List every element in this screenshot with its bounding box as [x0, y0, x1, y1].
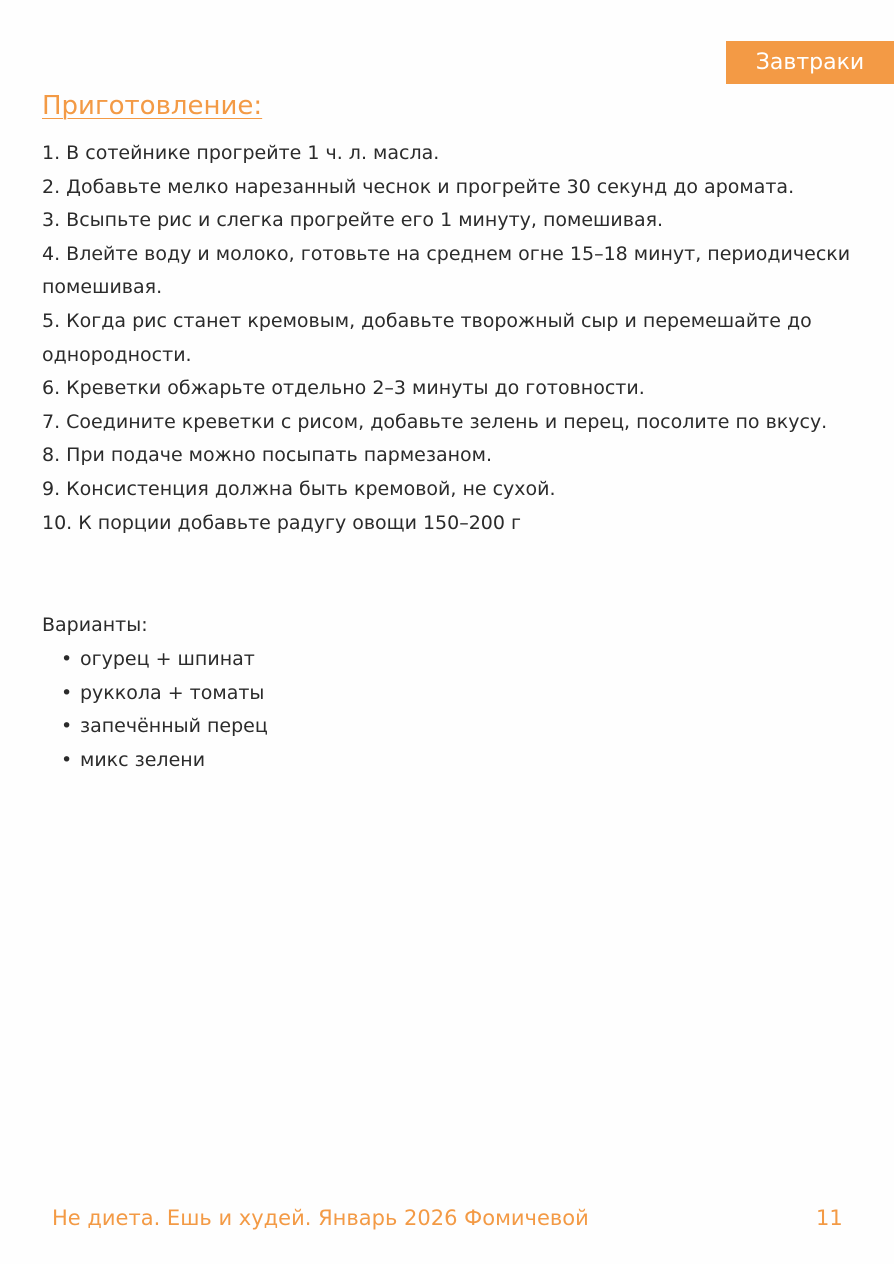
variant-item [42, 677, 268, 711]
step-item: 2. Добавьте мелко нарезанный чеснок и прогрейте 30 секунд до аромата. [42, 175, 795, 198]
bullet-icon: • [61, 648, 73, 670]
step-item: 4. Влейте воду и молоко, готовьте на среднем огне 15–18 минут, периодически помешивая. [42, 242, 851, 299]
step-item: 3. Всыпьте рис и слегка прогрейте его 1 минуту, помешивая. [42, 209, 664, 232]
step-item: 5. Когда рис станет кремовым, добавьте творожный сыр и перемешайте до однородности. [42, 309, 812, 366]
variant-item [42, 744, 268, 778]
step-item: 9. Консистенция должна быть кремовой, не сухой. [42, 477, 556, 500]
steps-list [42, 137, 857, 540]
step-item: 8. При подаче можно посыпать пармезаном. [42, 444, 493, 467]
variant-text: микс зелени [80, 748, 206, 771]
variants-label: Варианты: [42, 614, 148, 636]
bullet-icon: • [61, 681, 73, 704]
section-tag: Завтраки [726, 41, 894, 84]
variant-text: руккола + томаты [80, 681, 265, 704]
step-item: 10. К порции добавьте радугу овощи 150–200 г [42, 511, 522, 534]
variant-text: запечённый перец [80, 715, 268, 738]
bullet-icon: • [61, 715, 73, 738]
variant-text: огурец + шпинат [80, 648, 255, 670]
variant-item [42, 643, 268, 677]
step-item: 7. Соедините креветки с рисом, добавьте зелень и перец, посолите по вкусу. [42, 410, 828, 433]
section-heading: Приготовление: [42, 91, 263, 121]
page-number: 11 [816, 1206, 843, 1230]
variants-list [42, 643, 268, 777]
step-item: 1. В сотейнике прогрейте 1 ч. л. масла. [42, 142, 440, 164]
bullet-icon: • [61, 748, 73, 771]
variant-item [42, 710, 268, 744]
step-item: 6. Креветки обжарьте отдельно 2–3 минуты до готовности. [42, 377, 645, 400]
footer-text: Не диета. Ешь и худей. Январь 2026 Фомичевой [52, 1206, 589, 1230]
